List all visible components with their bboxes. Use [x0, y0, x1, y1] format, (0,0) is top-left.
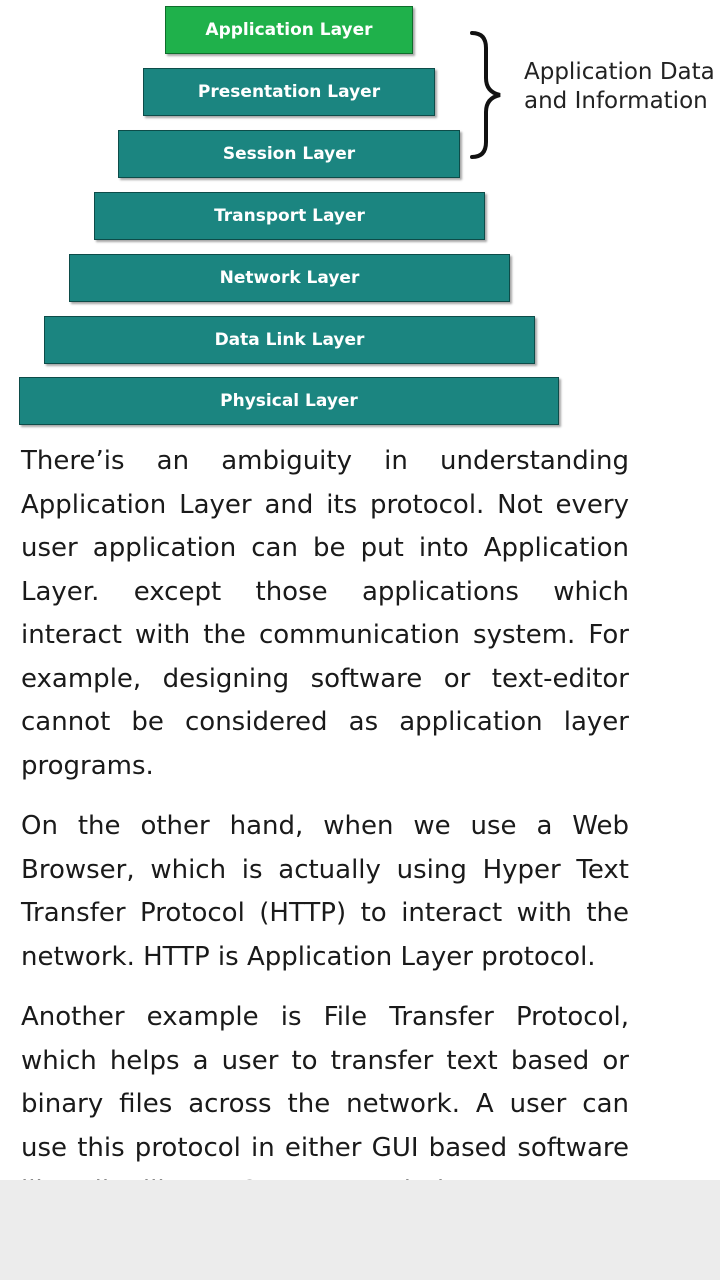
brace-label: [524, 58, 715, 116]
layer-application: Application Layer: [165, 6, 413, 54]
paragraph-ambiguity: There’is an ambiguity in understanding Application Layer and its protocol. Not every user application can be put into Application Layer. except those applications which interact with the communication system. For example, designing software or text-editor cannot be considered as application layer programs.: [21, 446, 629, 781]
bottom-panel: [0, 1180, 720, 1280]
paragraph-ftp: Another example is File Transfer Protocol, which helps a user to transfer text based or binary files across the network. A user can use this protocol in either GUI based software: [21, 1002, 629, 1163]
curly-brace-icon: [468, 30, 508, 160]
layer-session: Session Layer: [118, 130, 460, 178]
layer-presentation: Presentation Layer: [143, 68, 435, 116]
layer-data-link: Data Link Layer: [44, 316, 535, 364]
brace-label-line-1: Application Data: [524, 59, 715, 85]
article-body: [21, 440, 629, 1274]
paragraph-http: On the other hand, when we use a Web Browser, which is actually using Hyper Text Transfer Protocol (HTTP) to interact with the network. HTTP is Application Layer protocol.: [21, 811, 629, 972]
brace-label-line-2: and Information: [524, 88, 708, 114]
layer-network: Network Layer: [69, 254, 510, 302]
layer-physical: Physical Layer: [19, 377, 559, 425]
osi-layer-diagram: [0, 0, 720, 430]
layer-transport: Transport Layer: [94, 192, 485, 240]
